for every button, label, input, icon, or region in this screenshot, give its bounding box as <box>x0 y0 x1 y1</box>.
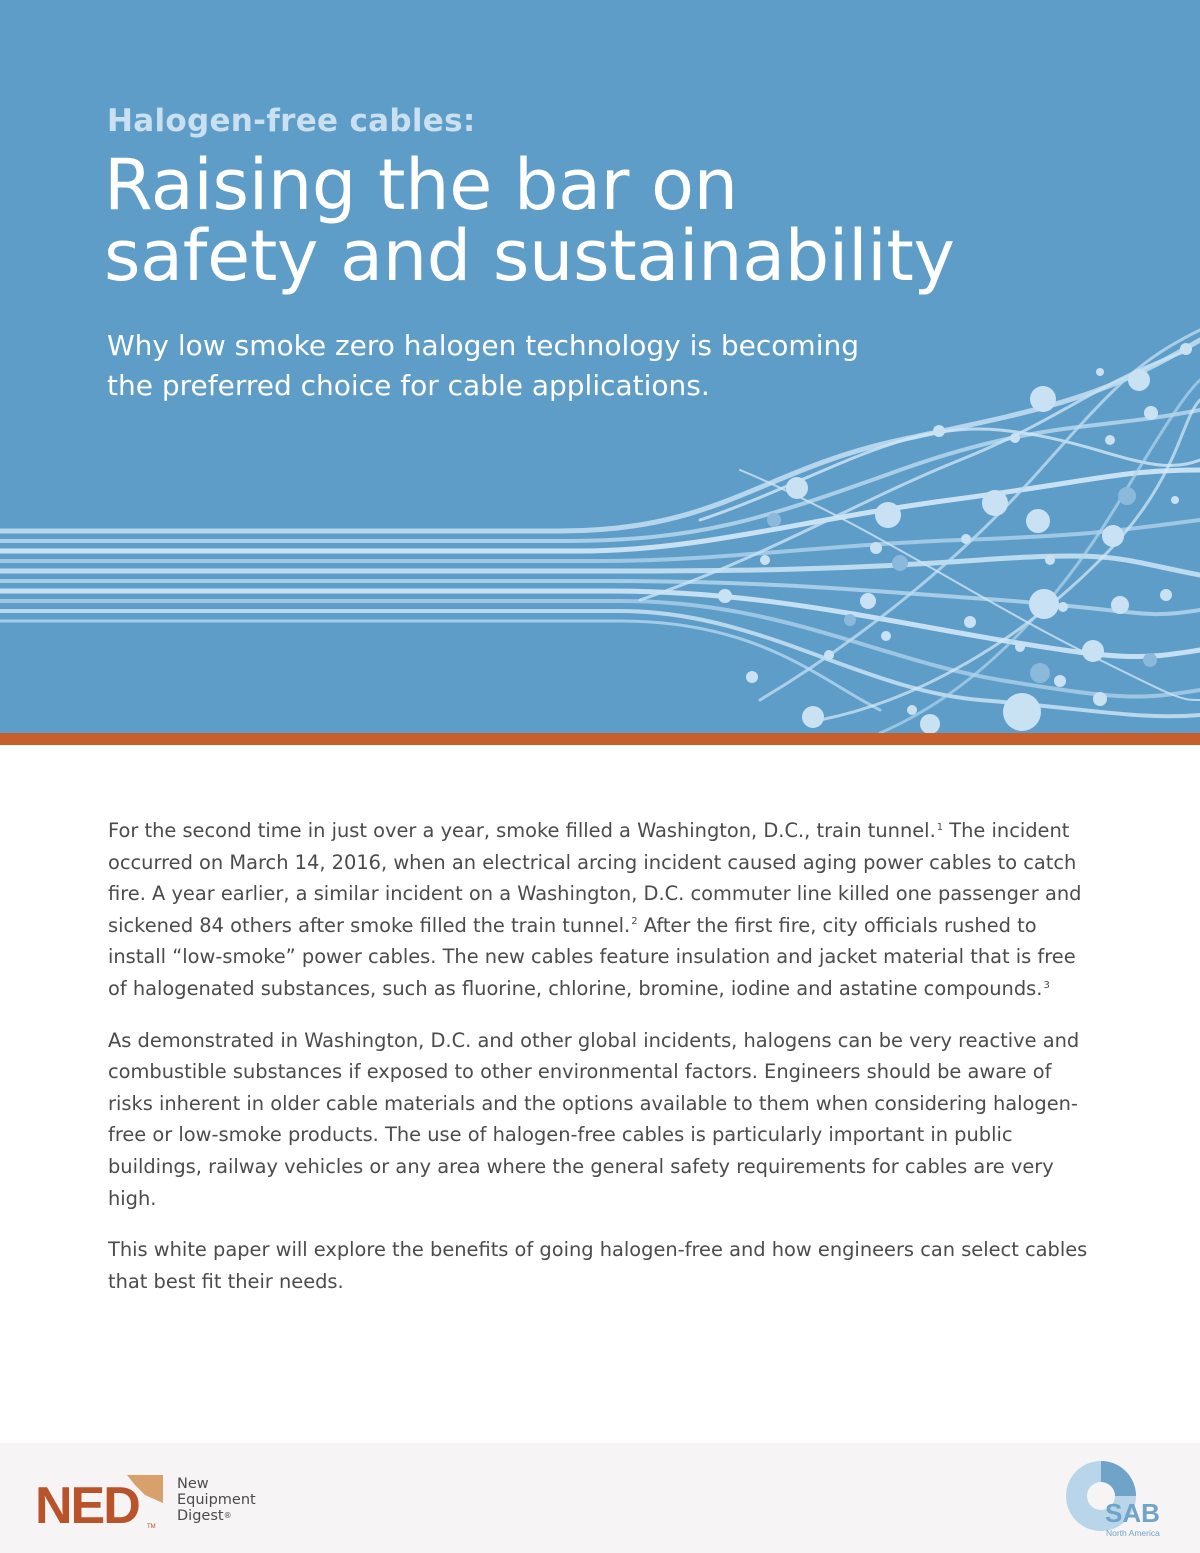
ned-line-1: New <box>177 1476 209 1492</box>
ned-registered: ® <box>223 1511 232 1520</box>
hero-banner <box>0 0 1200 733</box>
ned-logo-mark: NED <box>35 1477 139 1529</box>
kicker-heading: Halogen-free cables: <box>107 103 476 139</box>
paragraph-1-text-c: After the first fire, city officials rushed to install “low-smoke” power cables. The new cables feature insulation and jacket material that is free of halogenated substances, such as fluorine, chlorine, bromine, iodine and astatine compounds. <box>108 913 1076 1000</box>
ned-line-3: Digest <box>177 1508 224 1524</box>
paragraph-1-text-a: For the second time in just over a year, smoke filled a Washington, D.C., train tunnel. <box>108 819 936 842</box>
footnote-ref-1: 1 <box>936 821 944 833</box>
footer <box>0 1443 1200 1553</box>
page-title <box>104 144 1104 297</box>
body-text <box>108 815 1098 1317</box>
sab-logo-mark: SAB <box>1105 1498 1160 1528</box>
footnote-ref-3: 3 <box>1043 979 1050 991</box>
paragraph-1 <box>108 815 1098 1005</box>
subtitle-line-2: the preferred choice for cable applications. <box>107 369 710 402</box>
ned-wordmark <box>177 1476 256 1524</box>
accent-rule <box>0 733 1200 745</box>
sab-logo <box>1063 1456 1173 1544</box>
subtitle-line-1: Why low smoke zero halogen technology is becoming <box>107 329 860 362</box>
title-line-2: safety and sustainability <box>104 215 955 297</box>
title-line-1: Raising the bar on <box>104 144 738 226</box>
ned-tm: TM <box>147 1524 156 1529</box>
paragraph-3: This white paper will explore the benefits of going halogen-free and how engineers can select cables that best fit their needs. <box>108 1238 1088 1293</box>
ned-logo <box>35 1473 165 1529</box>
footnote-ref-2: 2 <box>631 916 638 928</box>
sab-logo-subtitle: North America <box>1106 1528 1160 1538</box>
page-subtitle <box>107 326 1007 406</box>
paragraph-1-text-b: The incident occurred on March 14, 2016, when an electrical arcing incident caused aging power cables to catch fire. A year earlier, a similar incident on a Washington, D.C. commuter line killed one passenger and sickened 84 others after smoke filled the train tunnel. <box>108 819 1082 937</box>
ned-line-2: Equipment <box>177 1492 256 1508</box>
paragraph-2: As demonstrated in Washington, D.C. and other global incidents, halogens can be very reactive and combustible substances if exposed to other environmental factors. Engineers should be aware of risks inherent in older cable materials and the options available to them when considering halogen-free or low-smoke products. The use of halogen-free cables is particularly important in public buildings, railway vehicles or any area where the general safety requirements for cables are very high. <box>108 1028 1080 1210</box>
